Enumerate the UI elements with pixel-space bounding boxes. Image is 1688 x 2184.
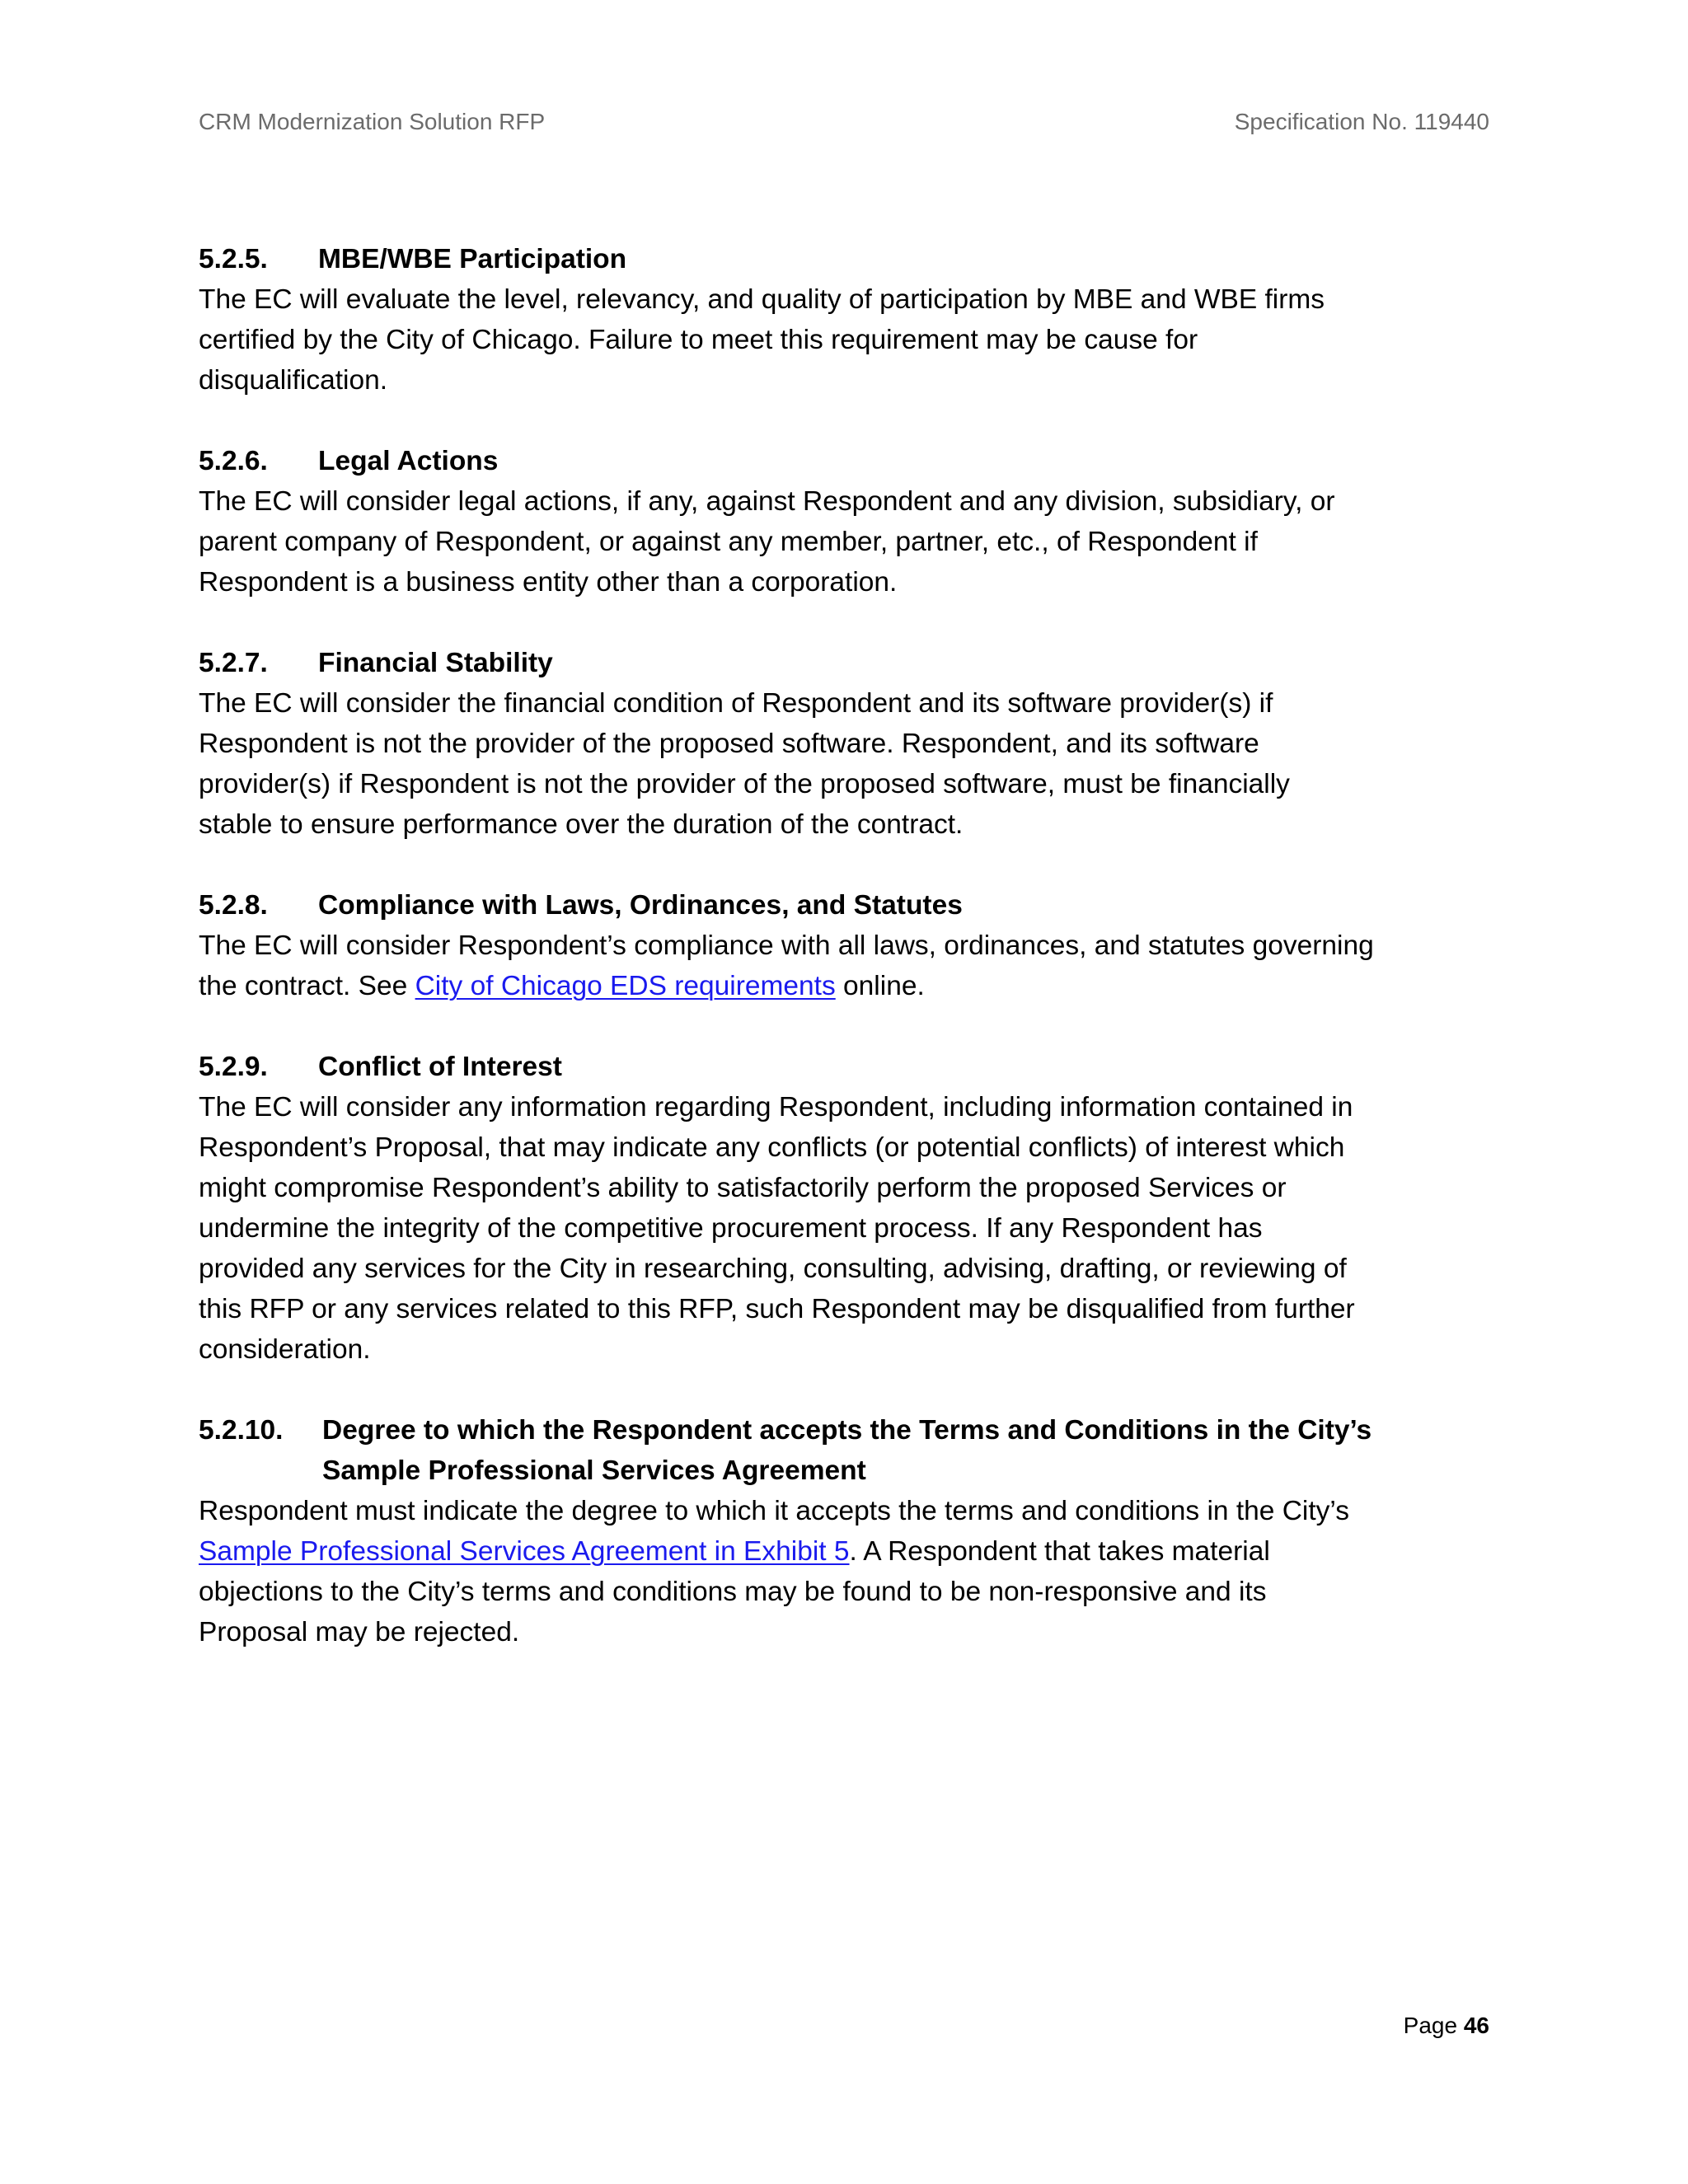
- section-5-2-7: [199, 643, 1501, 845]
- section-5-2-10: [199, 1410, 1501, 1652]
- paragraph-line: objections to the City’s terms and conditions may be found to be non-responsive and its: [199, 1577, 1267, 1607]
- section-5-2-5: [199, 239, 1501, 401]
- paragraph-text: the contract. See: [199, 971, 415, 1001]
- section-number: 5.2.10.: [199, 1415, 284, 1446]
- section-title: [322, 1410, 1501, 1491]
- paragraph-line: this RFP or any services related to this RFP, such Respondent may be disqualified from further: [199, 1294, 1355, 1324]
- paragraph-line: The EC will consider legal actions, if any, against Respondent and any division, subsidiary, or: [199, 486, 1335, 517]
- paragraph-line: disqualification.: [199, 365, 388, 396]
- paragraph-text: . A Respondent that takes material: [849, 1536, 1270, 1567]
- document-title: CRM Modernization Solution RFP: [199, 109, 546, 134]
- paragraph-line: Respondent is not the provider of the proposed software. Respondent, and its software: [199, 729, 1259, 759]
- document-body: [199, 239, 1501, 1693]
- section-number: 5.2.7.: [199, 648, 268, 678]
- section-5-2-9: [199, 1047, 1501, 1370]
- paragraph-line: Respondent’s Proposal, that may indicate any conflicts (or potential conflicts) of interest which: [199, 1132, 1345, 1163]
- section-title: Conflict of Interest: [318, 1052, 562, 1082]
- section-heading: [199, 643, 1501, 683]
- paragraph-line: The EC will evaluate the level, relevancy, and quality of participation by MBE and WBE firms: [199, 284, 1325, 315]
- section-heading: [199, 885, 1501, 926]
- paragraph-line: undermine the integrity of the competitive procurement process. If any Respondent has: [199, 1213, 1263, 1244]
- section-title: Compliance with Laws, Ordinances, and Statutes: [318, 890, 963, 921]
- paragraph-text: online.: [835, 971, 925, 1001]
- eds-requirements-link[interactable]: City of Chicago EDS requirements: [415, 971, 836, 1001]
- paragraph-line: provider(s) if Respondent is not the provider of the proposed software, must be financially: [199, 769, 1290, 799]
- section-5-2-8: [199, 885, 1501, 1006]
- paragraph-line: The EC will consider any information regarding Respondent, including information contained in: [199, 1092, 1353, 1122]
- section-number: 5.2.9.: [199, 1052, 268, 1082]
- paragraph-line: [199, 1531, 1501, 1572]
- section-heading: [199, 239, 1501, 279]
- page-label: Page: [1403, 2013, 1464, 2038]
- section-title: Financial Stability: [318, 648, 553, 678]
- paragraph-line: The EC will consider the financial condition of Respondent and its software provider(s) if: [199, 688, 1273, 719]
- paragraph-line: stable to ensure performance over the duration of the contract.: [199, 809, 964, 840]
- paragraph-line: consideration.: [199, 1334, 371, 1365]
- section-heading: [199, 441, 1501, 481]
- sample-agreement-link[interactable]: Sample Professional Services Agreement in Exhibit 5: [199, 1536, 850, 1567]
- page-header: [199, 109, 1489, 142]
- paragraph-line: Proposal may be rejected.: [199, 1617, 520, 1647]
- specification-number: Specification No. 119440: [1234, 109, 1489, 134]
- paragraph-line: Respondent is a business entity other than a corporation.: [199, 567, 898, 598]
- paragraph-line: certified by the City of Chicago. Failure to meet this requirement may be cause for: [199, 325, 1198, 355]
- page-footer: [1404, 2013, 1489, 2039]
- paragraph-line: [199, 966, 1501, 1006]
- paragraph-line: The EC will consider Respondent’s compliance with all laws, ordinances, and statutes governing: [199, 930, 1374, 961]
- section-heading: [199, 1047, 1501, 1087]
- paragraph-line: Respondent must indicate the degree to which it accepts the terms and conditions in the City’s: [199, 1496, 1349, 1526]
- section-5-2-6: [199, 441, 1501, 602]
- section-title: Legal Actions: [318, 446, 499, 476]
- section-title: MBE/WBE Participation: [318, 244, 627, 274]
- section-number: 5.2.5.: [199, 244, 268, 274]
- section-number: 5.2.8.: [199, 890, 268, 921]
- paragraph-line: might compromise Respondent’s ability to satisfactorily perform the proposed Services or: [199, 1173, 1287, 1203]
- page-number: 46: [1463, 2013, 1489, 2038]
- section-number: 5.2.6.: [199, 446, 268, 476]
- section-title-line: Sample Professional Services Agreement: [322, 1455, 866, 1486]
- section-title-line: Degree to which the Respondent accepts the Terms and Conditions in the City’s: [322, 1415, 1372, 1446]
- paragraph-line: parent company of Respondent, or against any member, partner, etc., of Respondent if: [199, 527, 1258, 557]
- paragraph-line: provided any services for the City in researching, consulting, advising, drafting, or reviewing of: [199, 1254, 1347, 1284]
- section-heading: [199, 1410, 1501, 1491]
